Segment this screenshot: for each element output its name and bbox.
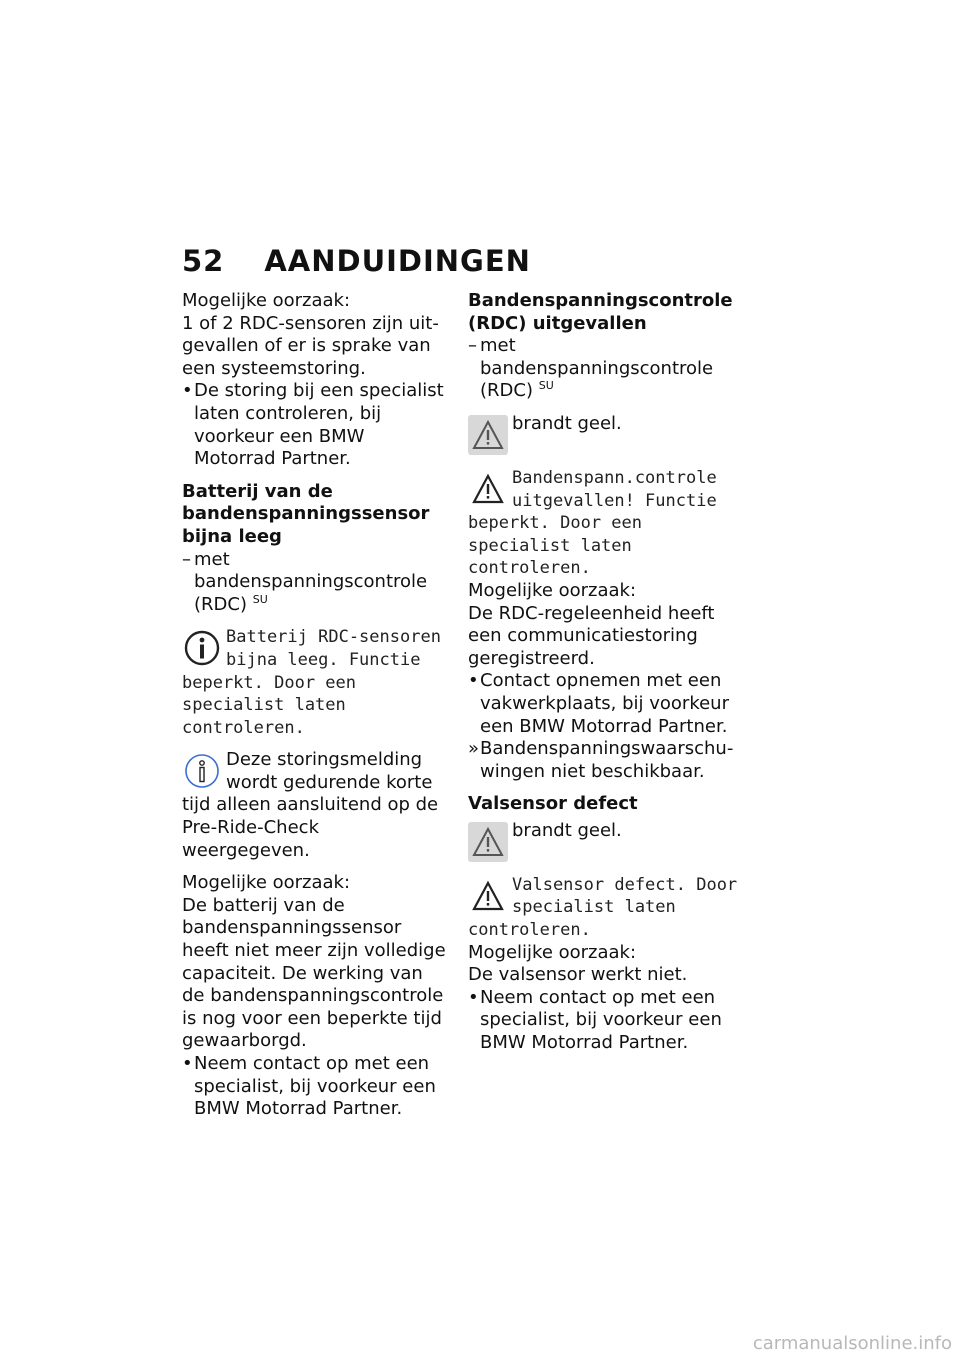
condition-sup: SU	[538, 379, 554, 393]
condition-item	[468, 335, 748, 403]
cause-text: De RDC-regeleenheid heeft een communicatiestoring geregistreerd.	[468, 602, 715, 669]
lamp-status: brandt geel.	[512, 412, 622, 434]
section-heading-rdc: Bandenspanningscontrole (RDC) uitgevallen	[468, 290, 733, 334]
cause-text-2: De valsensor werkt niet.	[468, 964, 688, 986]
left-column	[182, 290, 448, 1121]
condition-sup: SU	[252, 592, 268, 606]
info-note: Deze storingsmelding wordt gedurende korte tijd alleen aansluitend op de Pre-Ride-Check weergegeven.	[182, 749, 439, 861]
action-item: • De storing bij een specialist laten controleren, bij voorkeur een BMW Motorrad Partner.	[182, 380, 448, 470]
action-item-2: • Neem contact op met een specialist, bij voorkeur een BMW Motorrad Partner.	[182, 1053, 448, 1121]
right-column	[468, 290, 748, 1055]
display-message: Bandenspann.controle uitgevallen! Functie beperkt. Door een specialist laten controleren.	[468, 467, 717, 579]
warning-lamp-block	[468, 820, 748, 864]
condition-text: met bandenspanningscontrole (RDC)	[194, 548, 428, 615]
info-note-block	[182, 749, 448, 862]
section-heading-fall-sensor: Valsensor defect	[468, 793, 638, 815]
warning-triangle-icon	[468, 822, 508, 862]
info-outline-icon	[182, 751, 222, 791]
page-number: 52	[182, 244, 225, 278]
warning-triangle-outline-icon	[468, 469, 508, 509]
cause-label-2: Mogelijke oorzaak:	[182, 872, 351, 894]
section-heading-battery: Batterij van de bandenspanningssensor bijna leeg	[182, 480, 430, 547]
cause-label: Mogelijke oorzaak:	[468, 579, 637, 601]
display-message-block	[182, 626, 448, 739]
display-message: Valsensor defect. Door specialist laten controleren.	[468, 874, 738, 941]
page-header	[182, 244, 531, 278]
page-title: AANDUIDINGEN	[264, 244, 531, 278]
condition-item	[182, 549, 448, 617]
lamp-status: brandt geel.	[512, 819, 622, 841]
display-message-block	[468, 467, 748, 580]
warning-lamp-block	[468, 413, 748, 457]
condition-text: met bandenspanningscontrole (RDC)	[480, 335, 714, 402]
cause-text-2: De batterij van de bandenspanningssensor heeft niet meer zijn volledige capaciteit. De werking van de bandenspanningscontrole is nog voor een beperkte tijd gewaarborgd.	[182, 894, 446, 1052]
action-item: • Contact opnemen met een vakwerkplaats, bij voorkeur een BMW Motorrad Partner.	[468, 670, 748, 738]
display-message-block	[468, 874, 748, 942]
warning-triangle-outline-icon	[468, 876, 508, 916]
warning-triangle-icon	[468, 415, 508, 455]
watermark: carmanualsonline.info	[752, 1333, 952, 1354]
cause-label: Mogelijke oorzaak:	[182, 290, 351, 311]
cause-label-2: Mogelijke oorzaak:	[468, 941, 637, 963]
info-icon	[182, 628, 222, 668]
result-item: » Bandenspanningswaarschuwingen niet beschikbaar.	[468, 738, 748, 783]
display-message: Batterij RDC-sensoren bijna leeg. Functie beperkt. Door een specialist laten controleren.	[182, 627, 441, 738]
cause-text: 1 of 2 RDC-sensoren zijn uitgevallen of er is sprake van een systeemstoring.	[182, 312, 439, 379]
action-item-2: • Neem contact op met een specialist, bij voorkeur een BMW Motorrad Partner.	[468, 987, 748, 1055]
